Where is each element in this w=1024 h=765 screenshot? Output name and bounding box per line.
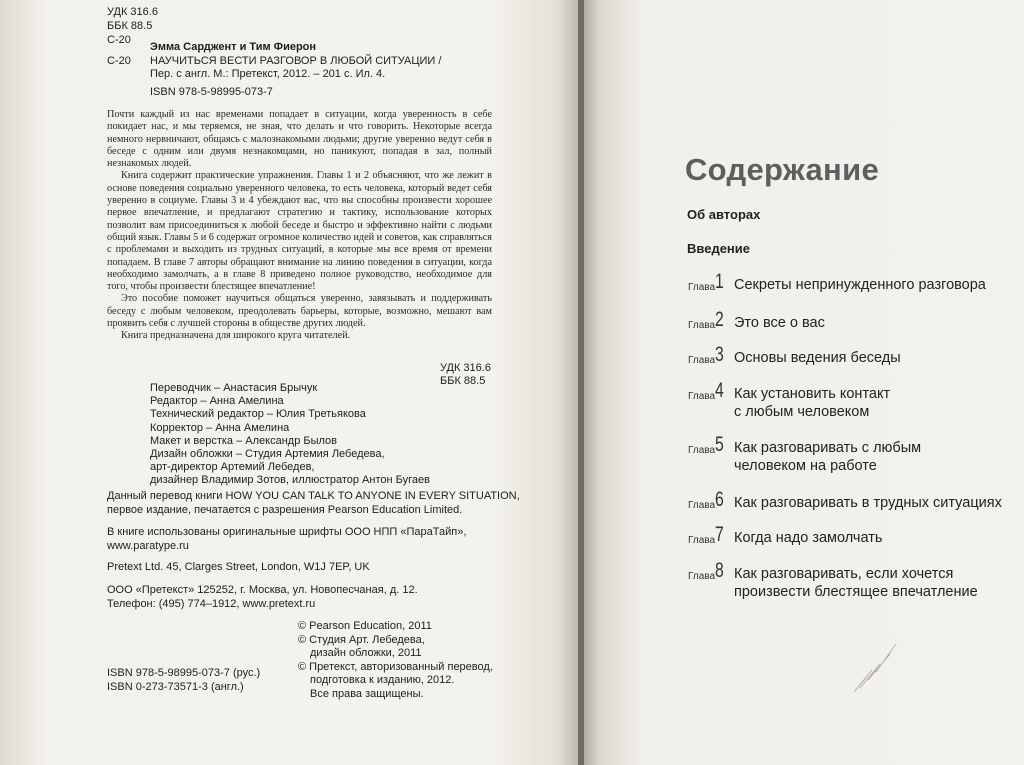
- chapter-title-line: с любым человеком: [734, 404, 870, 420]
- chapter-title: Секреты непринужденного разговора: [734, 277, 986, 293]
- translation-note: [107, 490, 520, 517]
- chapter-title: Когда надо замолчать: [734, 530, 883, 546]
- chapter-number: 1: [715, 270, 724, 293]
- chapter-title-line: Как разговаривать с любым: [734, 440, 922, 456]
- annotation-paragraph: Это пособие поможет научиться общаться уверенно, завязывать и поддерживать беседу с любым человеком, преодолевать барьеры, которые, возможно, мешают вам проявить себя с лучшей стороны в обществе других людей.: [107, 293, 492, 330]
- copyright-line: © Претекст, авторизованный перевод,: [298, 660, 493, 673]
- chapter-word: Глава: [688, 535, 716, 546]
- chapter-number: 7: [715, 523, 724, 546]
- chapter-title: [734, 565, 978, 601]
- pretext-ltd-address: Pretext Ltd. 45, Clarges Street, London, W1J 7EP, UK: [107, 561, 370, 573]
- chapter-word: Глава: [688, 320, 716, 331]
- translation-note-line: первое издание, печатается с разрешения Pearson Education Limited.: [107, 503, 463, 516]
- chapter-title-line: произвести блестящее впечатление: [734, 584, 978, 600]
- toc-title: Содержание: [685, 152, 879, 187]
- chapter-number: 2: [715, 308, 724, 331]
- udk-code: УДК 316.6: [107, 6, 158, 18]
- credit-line: арт-директор Артемий Лебедев,: [150, 461, 315, 474]
- annotation-text: [107, 109, 492, 343]
- chapter-title: Основы ведения беседы: [734, 350, 901, 366]
- credit-line: Корректор – Анна Амелина: [150, 421, 290, 434]
- author-sign-code: С-20: [107, 34, 131, 46]
- chapter-number: 6: [715, 488, 724, 511]
- udk-code-2: УДК 316.6: [440, 362, 491, 374]
- credit-line: дизайнер Владимир Зотов, иллюстратор Антон Бугаев: [150, 474, 430, 487]
- book-gutter: [578, 0, 584, 765]
- credit-line: Дизайн обложки – Студия Артемия Лебедева,: [150, 448, 385, 461]
- bibliographic-title: НАУЧИТЬСЯ ВЕСТИ РАЗГОВОР В ЛЮБОЙ СИТУАЦИИ /: [150, 55, 442, 67]
- isbn-line: ISBN 0-273-73571-3 (англ.): [107, 681, 244, 693]
- copyright-line: дизайн обложки, 2011: [310, 647, 422, 659]
- chapter-word: Глава: [688, 500, 716, 511]
- credit-line: Технический редактор – Юлия Третьякова: [150, 408, 366, 421]
- bibliographic-details: Пер. с англ. М.: Претекст, 2012. – 201 с. Ил. 4.: [150, 68, 386, 80]
- author-sign-code-2: С-20: [107, 55, 131, 67]
- right-page: [582, 0, 1024, 765]
- publisher-address: [107, 583, 418, 611]
- credits-list: [150, 382, 430, 488]
- fonts-note-line: В книге использованы оригинальные шрифты ООО НПП «ПараТайп»,: [107, 526, 467, 538]
- translation-note-line: Данный перевод книги HOW YOU CAN TALK TO ANYONE IN EVERY SITUATION,: [107, 490, 520, 502]
- pen-scribble-mark: [850, 640, 900, 695]
- chapter-title: [734, 385, 890, 421]
- annotation-paragraph: Почти каждый из нас временами попадает в ситуации, когда уверенность в себе покидает нас, и мы теряемся, не зная, что делать и что говорить. Некоторые всегда немного нервничают, общаясь с малознакомыми людьми; другие уверенно ведут себя в беседе с одним или двумя незнакомцами, но паникуют, попадая в зал, полный незнакомых людей.: [107, 109, 492, 170]
- publisher-phone-line: Телефон: (495) 774–1912, www.pretext.ru: [107, 598, 316, 610]
- isbn-top: ISBN 978-5-98995-073-7: [150, 86, 273, 98]
- chapter-title-line: Как разговаривать, если хочется: [734, 566, 954, 582]
- credit-line: Редактор – Анна Амелина: [150, 395, 284, 408]
- copyright-line: Все права защищены.: [310, 687, 424, 700]
- credit-line: Переводчик – Анастасия Брычук: [150, 382, 318, 394]
- copyright-block: [298, 620, 493, 701]
- copyright-line: © Pearson Education, 2011: [298, 620, 432, 632]
- bbk-code: ББК 88.5: [107, 20, 153, 32]
- chapter-number: 3: [715, 343, 724, 366]
- chapter-number: 8: [715, 559, 724, 582]
- publisher-address-line: ООО «Претекст» 125252, г. Москва, ул. Новопесчаная, д. 12.: [107, 584, 418, 596]
- isbn-block: [107, 666, 260, 694]
- fonts-note-line: www.paratype.ru: [107, 539, 189, 552]
- copyright-line: © Студия Арт. Лебедева,: [298, 633, 425, 646]
- chapter-title: Это все о вас: [734, 315, 825, 331]
- chapter-title-line: Как установить контакт: [734, 386, 891, 402]
- chapter-number: 5: [715, 433, 724, 456]
- chapter-word: Глава: [688, 571, 716, 582]
- chapter-word: Глава: [688, 445, 716, 456]
- chapter-title: [734, 439, 921, 475]
- chapter-title: Как разговаривать в трудных ситуациях: [734, 495, 1002, 511]
- annotation-paragraph: Книга предназначена для широкого круга читателей.: [121, 330, 351, 342]
- credit-line: Макет и верстка – Александр Былов: [150, 434, 338, 447]
- fonts-note: [107, 526, 466, 553]
- chapter-word: Глава: [688, 355, 716, 366]
- authors-line: Эмма Сарджент и Тим Фиерон: [150, 41, 317, 53]
- isbn-line: ISBN 978-5-98995-073-7 (рус.): [107, 667, 261, 679]
- copyright-line: подготовка к изданию, 2012.: [310, 674, 455, 686]
- chapter-word: Глава: [688, 391, 716, 402]
- chapter-number: 4: [715, 379, 724, 402]
- chapter-title-line: человеком на работе: [734, 458, 877, 474]
- toc-introduction: Введение: [687, 241, 750, 256]
- toc-about-authors: Об авторах: [687, 207, 761, 222]
- annotation-paragraph: Книга содержит практические упражнения. Главы 1 и 2 объясняют, что же лежит в основе поведения социально уверенного человека, то есть человека, который ведет себя уверенно в социуме. Главы 3 и 4 убеждают вас, что вы способны произвести хорошее первое впечатление, и предлагают стратегию и тактику, использование которых позволит вам присоединиться к любой беседе и быстро и эффективно найти с людьми общий язык. Главы 5 и 6 содержат огромное количество идей и советов, как справляться с проблемами и выходить из трудных ситуаций, в которые мы все время от времени попадаем. В главе 7 авторы обращают внимание на линию поведения в ситуации, когда необходимо замолчать, а в главе 8 приведено полное руководство, необходимое для того, чтобы произвести блестящее впечатление!: [107, 170, 492, 293]
- bbk-code-2: ББК 88.5: [440, 375, 486, 387]
- chapter-word: Глава: [688, 282, 716, 293]
